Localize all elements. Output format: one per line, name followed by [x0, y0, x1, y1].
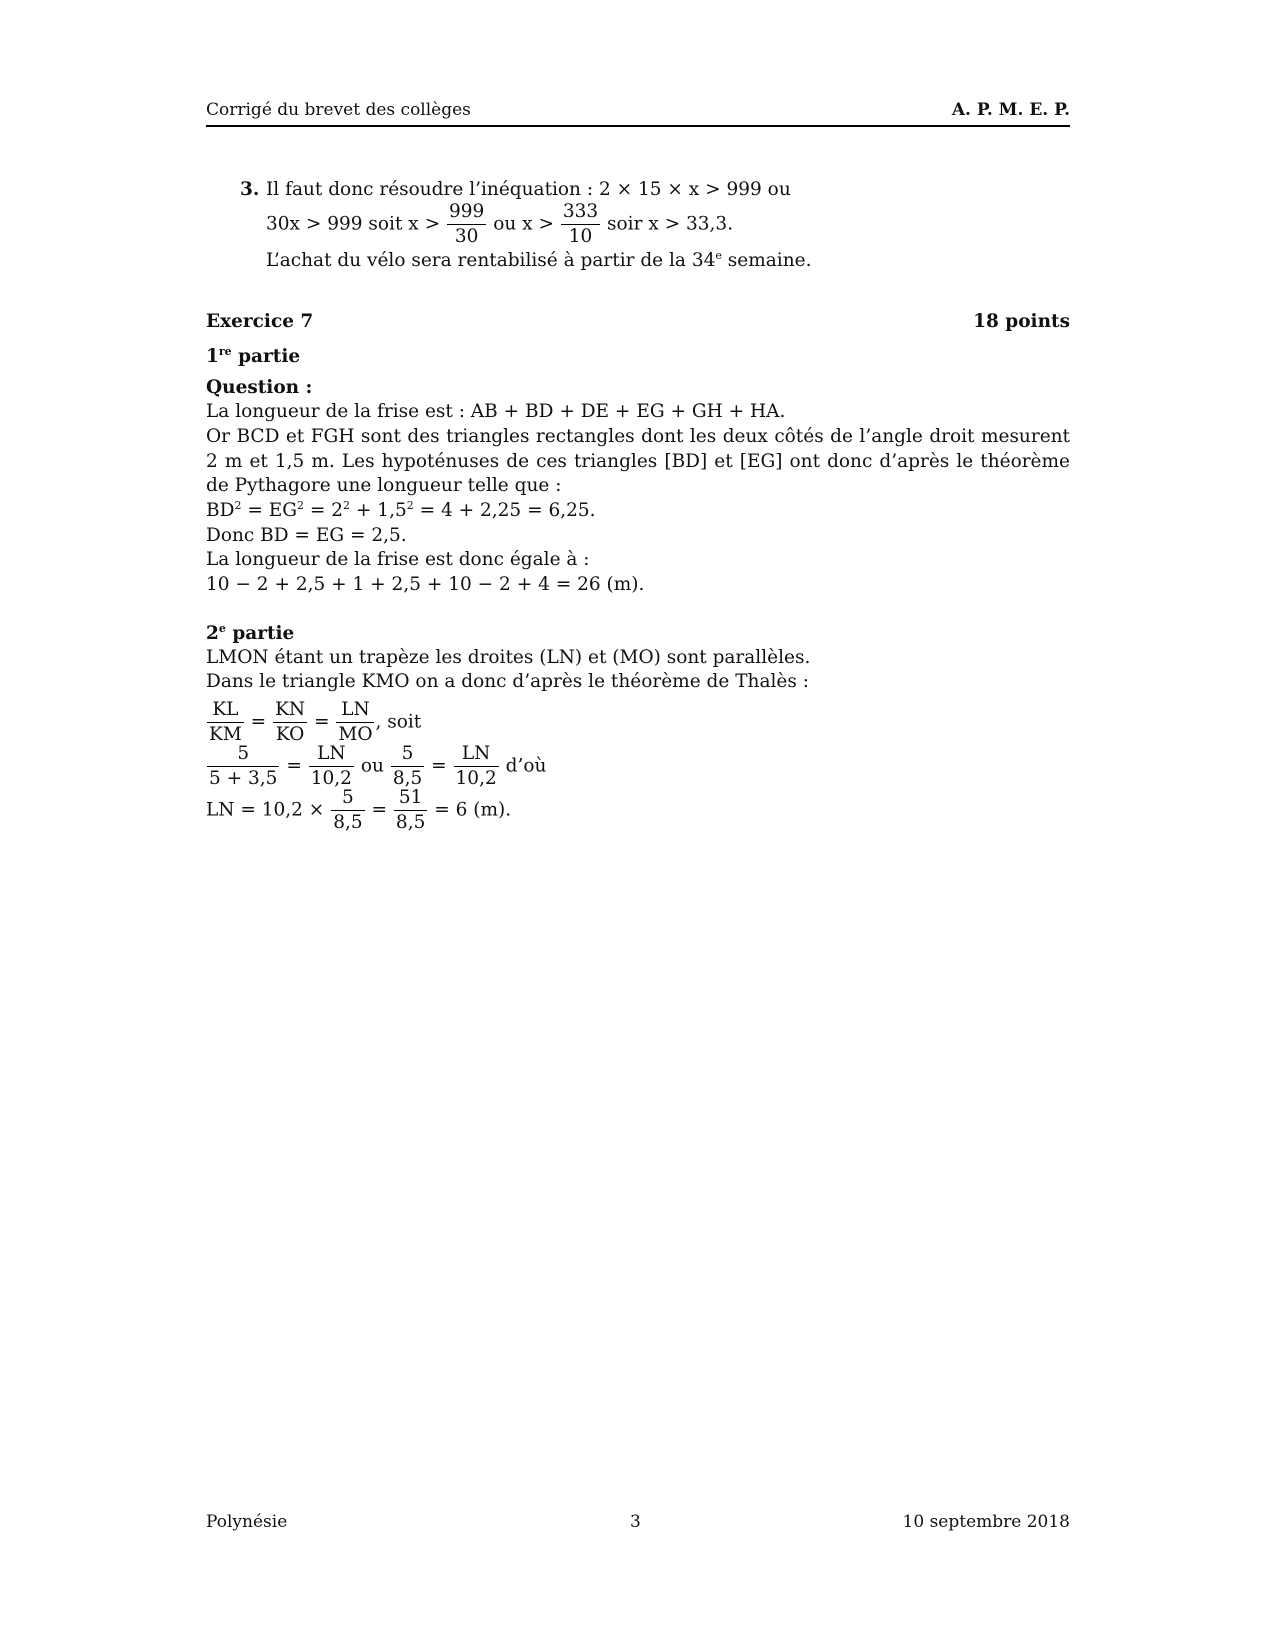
fraction-denominator: 8,5	[333, 812, 363, 833]
footer-date: 10 septembre 2018	[902, 1512, 1070, 1532]
fraction	[207, 700, 244, 745]
fraction	[309, 744, 354, 789]
equals-sign: =	[431, 755, 447, 777]
fraction-numerator: 5	[207, 744, 279, 767]
fraction-denominator: MO	[338, 724, 373, 745]
exponent: 2	[343, 498, 351, 512]
part2-title	[206, 622, 294, 647]
fraction-numerator: 5	[331, 788, 364, 811]
q3-line3-b: semaine.	[721, 250, 812, 271]
q3-line2-b: ou x >	[493, 213, 554, 235]
exponent: 2	[234, 498, 242, 512]
exercise-points: 18 points	[973, 311, 1070, 332]
fraction-numerator: KL	[207, 700, 244, 723]
q3-line3	[266, 249, 811, 274]
part2-paragraph-2: Dans le triangle KMO on a donc d’après le théorème de Thalès :	[206, 671, 809, 692]
fraction-numerator: 51	[394, 788, 427, 811]
thales-row2-tail: d’où	[505, 755, 547, 777]
q3-line2-a: 30x > 999 soit x >	[266, 213, 441, 235]
fraction	[391, 744, 424, 789]
superscript: e	[218, 621, 226, 635]
fraction-denominator: 8,5	[395, 812, 426, 833]
superscript: re	[218, 344, 232, 358]
equals-sign: =	[250, 711, 267, 733]
fraction-denominator: 10,2	[310, 768, 352, 789]
eq-result: = 4 + 2,25 = 6,25.	[413, 500, 596, 521]
fraction	[331, 788, 364, 833]
header-title: Corrigé du brevet des collèges	[206, 100, 471, 120]
fraction-denominator: 10,2	[455, 768, 497, 789]
fraction	[273, 700, 307, 745]
fraction-numerator: 333	[561, 202, 600, 225]
question-label: Question :	[206, 377, 313, 398]
fraction	[207, 744, 279, 789]
fraction-denominator: 30	[454, 226, 479, 247]
fraction	[454, 744, 499, 789]
fraction	[394, 788, 427, 833]
exponent: 2	[296, 498, 304, 512]
eq-two: = 2	[303, 500, 344, 521]
q3-line1: Il faut donc résoudre l’inéquation : 2 × 15 × x > 999 ou	[266, 179, 791, 200]
fraction-numerator: LN	[454, 744, 499, 767]
fraction-numerator: LN	[309, 744, 354, 767]
part1-paragraph-5: 10 − 2 + 2,5 + 1 + 2,5 + 10 − 2 + 4 = 26 (m).	[206, 574, 645, 595]
item-number: 3.	[240, 179, 260, 200]
fraction-denominator: KO	[275, 724, 305, 745]
header-org: A. P. M. E. P.	[951, 100, 1070, 120]
part-label: partie	[225, 623, 295, 644]
fraction	[561, 202, 600, 247]
part1-paragraph-3: Donc BD = EG = 2,5.	[206, 525, 407, 546]
part2-paragraph-1: LMON étant un trapèze les droites (LN) et (MO) sont parallèles.	[206, 647, 811, 668]
part1-paragraph-4: La longueur de la frise est donc égale à :	[206, 549, 590, 570]
fraction-denominator: 10	[568, 226, 593, 247]
or-word: ou	[360, 755, 384, 777]
fraction-numerator: 999	[447, 202, 486, 225]
part-number: 1	[206, 346, 219, 367]
part1-paragraph-1: La longueur de la frise est : AB + BD + DE + EG + GH + HA.	[206, 401, 786, 422]
eq-eg: = EG	[241, 500, 297, 521]
pythagore-equation	[206, 499, 596, 524]
part1-paragraph-2: Or BCD et FGH sont des triangles rectangles dont les deux côtés de l’angle droit mesurent 2 m et 1,5 m. Les hypoténuses de ces triangles [BD] et [EG] ont donc d’après le théorème de Pythagore une longueur telle que :	[206, 426, 1070, 496]
footer-location: Polynésie	[206, 1512, 288, 1532]
ln-result-tail: = 6 (m).	[434, 799, 512, 821]
part1-title	[206, 345, 300, 370]
thales-substitution	[206, 744, 546, 789]
thales-row1-tail: , soit	[375, 711, 422, 733]
eq-bd: BD	[206, 500, 235, 521]
eq-one-five: + 1,5	[350, 500, 407, 521]
fraction-numerator: 5	[391, 744, 424, 767]
fraction-denominator: 5 + 3,5	[209, 768, 278, 789]
part-number: 2	[206, 623, 219, 644]
ln-result-lead: LN = 10,2 ×	[206, 799, 325, 821]
part-label: partie	[231, 346, 301, 367]
equals-sign: =	[286, 755, 302, 777]
ln-result	[206, 788, 511, 833]
thales-ratios	[206, 700, 421, 745]
fraction	[336, 700, 374, 745]
q3-line2-c: soir x > 33,3.	[607, 213, 734, 235]
superscript: e	[715, 248, 722, 262]
q3-line3-a: L’achat du vélo sera rentabilisé à partir de la 34	[266, 250, 716, 271]
page-number: 3	[630, 1512, 641, 1532]
fraction-numerator: LN	[336, 700, 374, 723]
equals-sign: =	[313, 711, 330, 733]
fraction-denominator: 8,5	[392, 768, 423, 789]
fraction	[447, 202, 486, 247]
fraction-denominator: KM	[209, 724, 242, 745]
exercise-title: Exercice 7	[206, 311, 314, 332]
equals-sign: =	[371, 799, 388, 821]
q3-line2	[266, 202, 733, 250]
exponent: 2	[406, 498, 414, 512]
header-rule	[206, 125, 1070, 127]
fraction-numerator: KN	[273, 700, 307, 723]
